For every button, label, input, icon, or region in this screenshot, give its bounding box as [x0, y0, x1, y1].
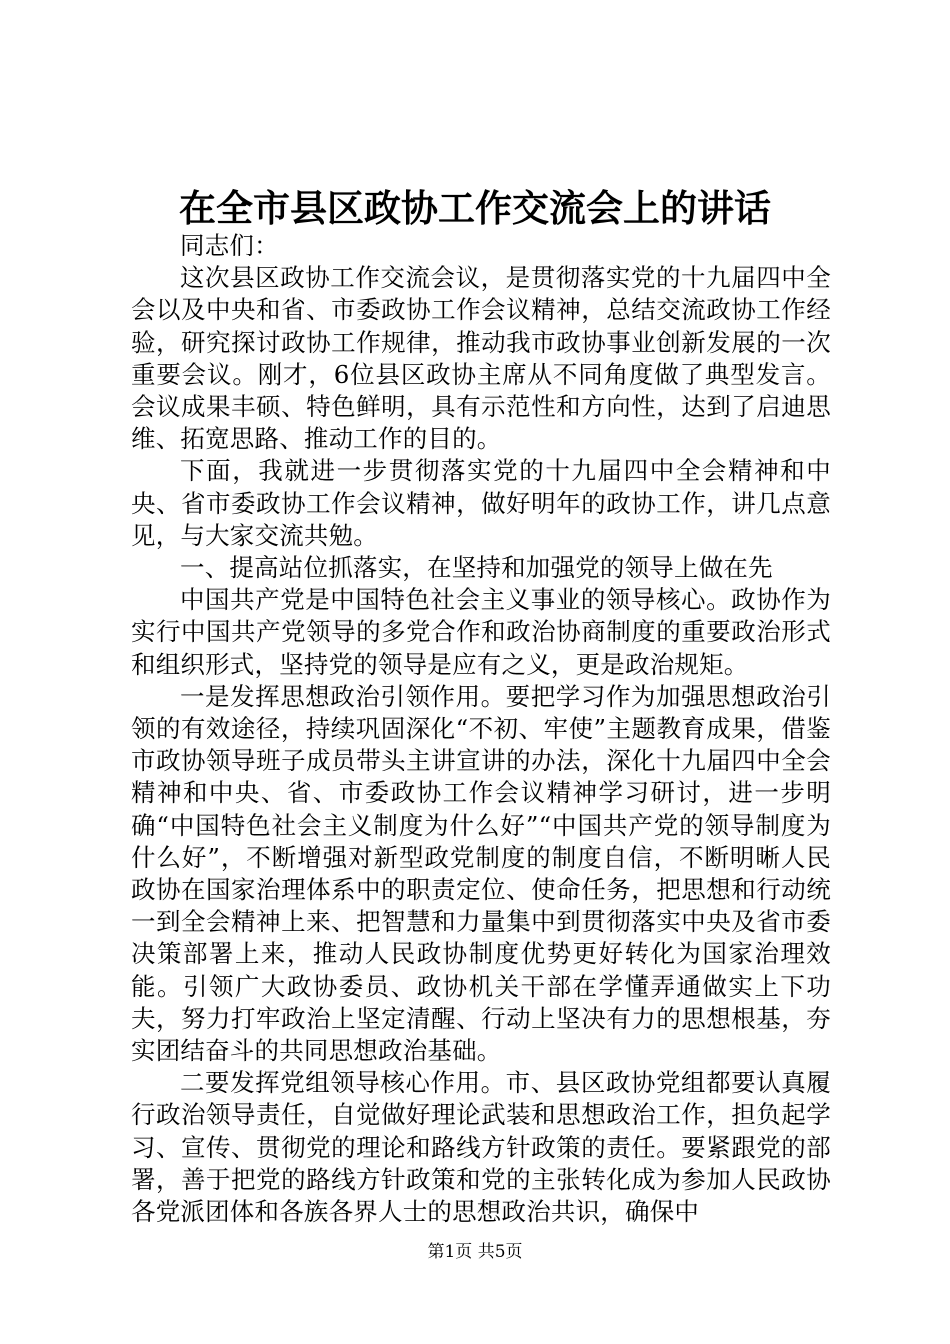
- document-body: [131, 230, 831, 1228]
- paragraph-3: 中国共产党是中国特色社会主义事业的领导核心。政协作为实行中国共产党领导的多党合作和政治协商制度的重要政治形式和组织形式，坚持党的领导是应有之义，更是政治规矩。: [131, 585, 831, 679]
- paragraph-1: 这次县区政协工作交流会议，是贯彻落实党的十九届四中全会以及中央和省、市委政协工作会议精神，总结交流政协工作经验，研究探讨政协工作规律，推动我市政协事业创新发展的一次重要会议。刚才，6位县区政协主席从不同角度做了典型发言。会议成果丰硕、特色鲜明，具有示范性和方向性，达到了启迪思维、拓宽思路、推动工作的目的。: [131, 263, 831, 454]
- page-footer: 第1页 共5页: [427, 1242, 523, 1262]
- paragraph-5: 二要发挥党组领导核心作用。市、县区政协党组都要认真履行政治领导责任，自觉做好理论武装和思想政治工作，担负起学习、宣传、贯彻党的理论和路线方针政策的责任。要紧跟党的部署，善于把党的路线方针政策和党的主张转化成为参加人民政协各党派团体和各族各界人士的思想政治共识，确保中: [131, 1068, 831, 1227]
- section-heading-1: 一、提高站位抓落实，在坚持和加强党的领导上做在先: [180, 553, 773, 583]
- paragraph-2: 下面，我就进一步贯彻落实党的十九届四中全会精神和中央、省市委政协工作会议精神，做好明年的政协工作，讲几点意见，与大家交流共勉。: [131, 456, 831, 550]
- paragraph-4: 一是发挥思想政治引领作用。要把学习作为加强思想政治引领的有效途径，持续巩固深化“不初、牢使”主题教育成果，借鉴市政协领导班子成员带头主讲宣讲的办法，深化十九届四中全会精神和中央、省、市委政协工作会议精神学习研讨，进一步明确“中国特色社会主义制度为什么好”“中国共产党的领导制度为什么好”，不断增强对新型政党制度的制度自信，不断明晰人民政协在国家治理体系中的职责定位、使命任务，把思想和行动统一到全会精神上来、把智慧和力量集中到贯彻落实中央及省市委决策部署上来，推动人民政协制度优势更好转化为国家治理效能。引领广大政协委员、政协机关干部在学懂弄通做实上下功夫，努力打牢政治上坚定清醒、行动上坚决有力的思想根基，夯实团结奋斗的共同思想政治基础。: [131, 681, 831, 1066]
- document-title: 在全市县区政协工作交流会上的讲话: [179, 186, 771, 230]
- greeting: 同志们：: [180, 231, 279, 260]
